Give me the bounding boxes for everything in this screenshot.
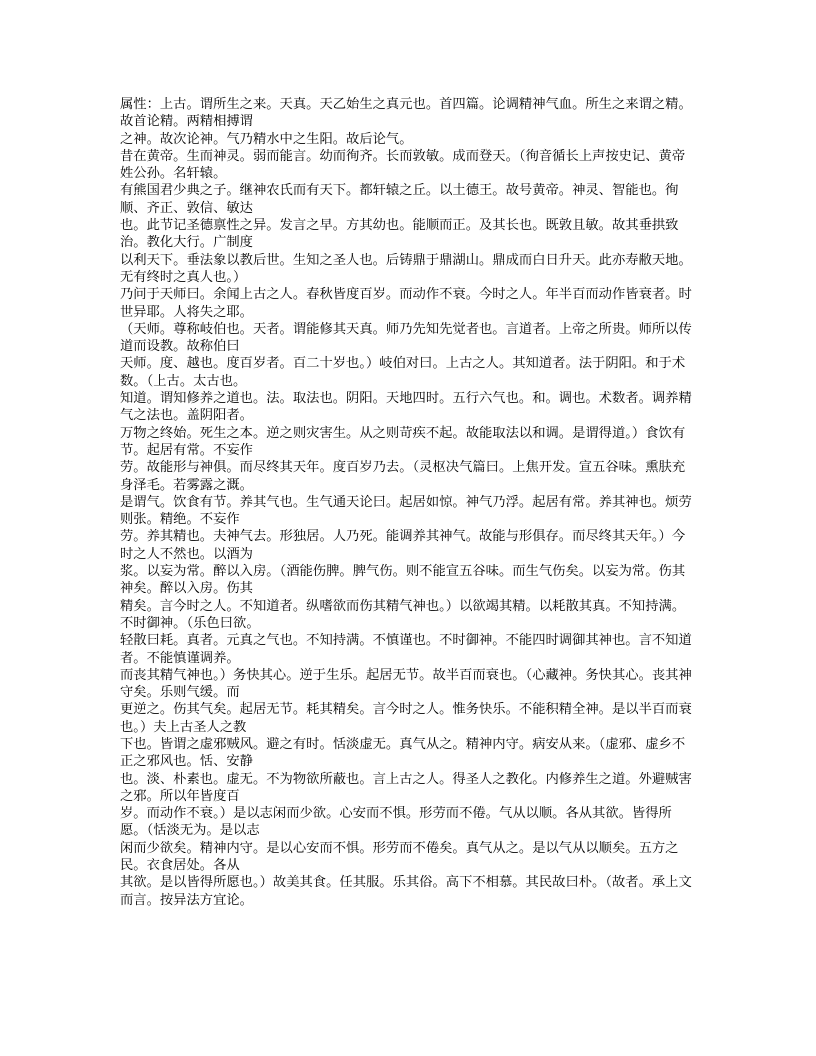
document-body — [120, 96, 698, 909]
paragraph: 精矣。言今时之人。不知道者。纵嗜欲而伤其精气神也。）以欲竭其精。以耗散其真。不知持满。不时御神。（乐色曰欲。 — [120, 598, 686, 631]
paragraph: 劳。故能形与神俱。而尽终其天年。度百岁乃去。（灵枢决气篇曰。上焦开发。宣五谷味。熏肤充身泽毛。若雾露之溉。 — [120, 460, 686, 493]
paragraph: 劳。养其精也。夫神气去。形独居。人乃死。能调养其神气。故能与形俱存。而尽终其天年。）今时之人不然也。以酒为 — [120, 529, 686, 562]
paragraph: 闲而少欲矣。精神内守。是以心安而不惧。形劳而不倦矣。真气从之。是以气从以顺矣。五方之民。衣食居处。各从 — [120, 840, 679, 874]
paragraph: 万物之终始。死生之本。逆之则灾害生。从之则苛疾不起。故能取法以和调。是谓得道。）食饮有节。起居有常。不妄作 — [120, 425, 686, 458]
paragraph: 也。此节记圣德禀性之异。发言之早。方其幼也。能顺而正。及其长也。既敦且敏。故其垂拱致治。教化大行。广制度 — [120, 218, 679, 251]
paragraph: 有熊国君少典之子。继神农氏而有天下。都轩辕之丘。以土德王。故号黄帝。神灵、智能也。徇顺、齐正、敦信、敏达 — [120, 183, 679, 216]
paragraph: 更逆之。伤其气矣。起居无节。耗其精矣。言今时之人。惟务快乐。不能积精全神。是以半百而衰也。）夫上古圣人之教 — [120, 702, 692, 735]
paragraph: 以利天下。垂法象以教后世。生知之圣人也。后铸鼎于鼎湖山。鼎成而白日升天。此亦寿敝天地。无有终时之真人也。） — [120, 252, 692, 285]
paragraph: 之神。故次论神。气乃精水中之生阳。故后论气。 — [120, 131, 413, 147]
paragraph: 属性：上古。谓所生之来。天真。天乙始生之真元也。首四篇。论调精神气血。所生之来谓之精。故首论精。两精相搏谓 — [120, 97, 692, 130]
paragraph: 昔在黄帝。生而神灵。弱而能言。幼而徇齐。长而敦敏。成而登天。（徇音循长上声按史记、黄帝姓公孙。名轩辕。 — [120, 148, 686, 182]
paragraph: 浆。以妄为常。醉以入房。（酒能伤脾。脾气伤。则不能宣五谷味。而生气伤矣。以妄为常。伤其神矣。醉以入房。伤其 — [120, 564, 686, 597]
paragraph: 轻散曰耗。真者。元真之气也。不知持满。不慎谨也。不时御神。不能四时调御其神也。言不知道者。不能慎谨调养。 — [120, 633, 692, 666]
paragraph: 下也。皆谓之虚邪贼风。避之有时。恬淡虚无。真气从之。精神内守。病安从来。（虚邪、虚乡不正之邪风也。恬、安静 — [120, 736, 686, 770]
paragraph: （天师。尊称岐伯也。天者。谓能修其天真。师乃先知先觉者也。言道者。上帝之所贵。师所以传道而设教。故称伯曰 — [120, 321, 692, 355]
paragraph: 其欲。是以皆得所愿也。）故美其食。任其服。乐其俗。高下不相慕。其民故曰朴。（故者。承上文而言。按异法方宜论。 — [120, 875, 692, 908]
paragraph: 岁。而动作不衰。）是以志闲而少欲。心安而不惧。形劳而不倦。气从以顺。各从其欲。皆得所愿。（恬淡无为。是以志 — [120, 806, 672, 839]
paragraph: 是谓气。饮食有节。养其气也。生气通天论曰。起居如惊。神气乃浮。起居有常。养其神也。烦劳则张。精绝。不妄作 — [120, 494, 692, 528]
paragraph: 也。淡、朴素也。虚无。不为物欲所蔽也。言上古之人。得圣人之教化。内修养生之道。外避贼害之邪。所以年皆度百 — [120, 771, 692, 804]
paragraph: 乃问于天师曰。余闻上古之人。春秋皆度百岁。而动作不衰。今时之人。年半百而动作皆衰者。时世异耶。人将失之耶。 — [120, 287, 692, 320]
paragraph: 天师。度、越也。度百岁者。百二十岁也。）岐伯对曰。上古之人。其知道者。法于阴阳。和于术数。（上古。太古也。 — [120, 356, 686, 389]
paragraph: 知道。谓知修养之道也。法。取法也。阴阳。天地四时。五行六气也。和。调也。术数者。调养精气之法也。盖阴阳者。 — [120, 391, 692, 424]
paragraph: 而丧其精气神也。）务快其心。逆于生乐。起居无节。故半百而衰也。（心藏神。务快其心。丧其神守矣。乐则气缓。而 — [120, 667, 692, 701]
